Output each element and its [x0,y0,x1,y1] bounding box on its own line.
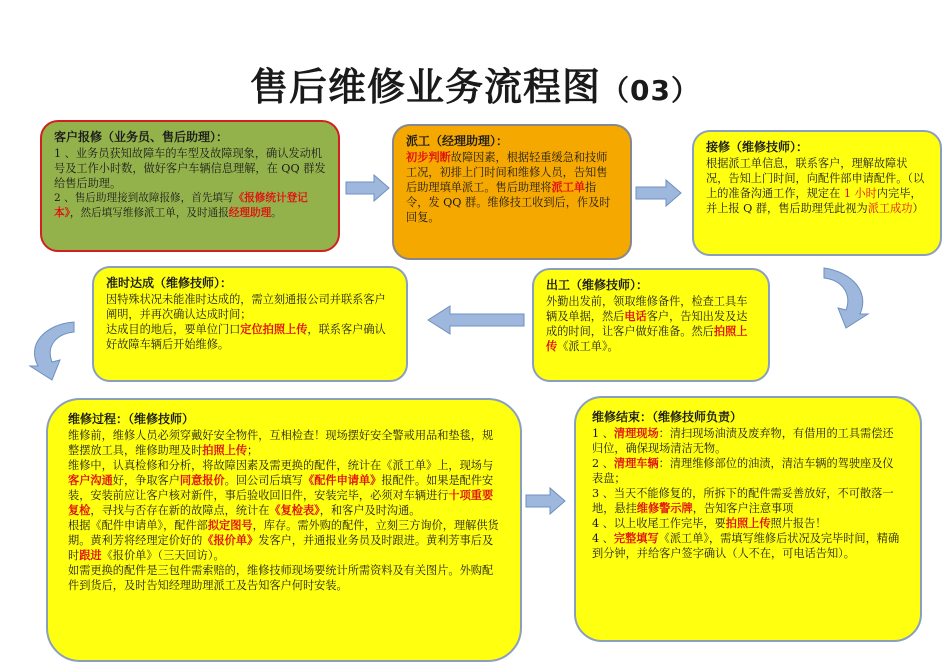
highlight-text: 定位拍照上传 [240,322,308,336]
step-heading: 维修结束：（维修技师负责） [592,410,743,424]
highlight-text: 电话 [624,309,647,323]
highlight-text: 客户沟通 [68,473,113,487]
highlight-text: 《报价单》 [202,533,259,547]
text: 《派工单》。 [557,340,619,353]
step-accept-repair [692,130,942,256]
step-line [592,426,904,456]
step-heading: 派工（经理助理）： [406,134,509,148]
text: ，联系客户确认好故障车辆后开始维修。 [106,323,386,351]
step-repair-complete [574,396,922,642]
highlight-text: 拍照上传 [546,324,748,353]
text: 《派工单》，需填写维修后状况及完毕时间，精确到分钟，并给客户签字确认（人不在，可电话告知）。 [592,532,900,560]
step-heading: 出工（维修技师）： [546,278,649,292]
step-line [592,516,904,531]
step-line [68,458,500,518]
text: ：清扫现场油渍及废弃物，有借用的工具需偿还归位，确保现场清洁无物。 [592,427,894,455]
text: 内完毕，并上报 Q 群，售后助理凭此视为 [706,187,922,215]
step-line [706,156,928,216]
text: 2 、 [592,457,614,470]
text: 客户，告知出发及达成的时间，让客户做好准备。然后 [546,310,748,338]
highlight-text: 清理现场 [613,426,659,440]
highlight-text: 维修警示牌 [636,501,693,515]
highlight-text: 经理助理 [228,207,272,219]
step-depart [532,268,770,382]
text: 达成目的地后，要单位门口 [106,323,241,336]
text: ，和客户及时沟通。 [319,504,421,517]
highlight-text: 《报修统计登记本》 [54,192,308,219]
text: ：清理维修部位的油渍，清洁车辆的驾驶座及仪表盘； [592,457,894,485]
step-on-time-arrival [92,266,408,382]
text: 照片报告！ [770,517,827,530]
text: 。 [271,207,282,219]
step-dispatch [392,124,632,260]
step-heading: 客户报修（业务员、售后助理）： [54,130,229,144]
step-line [106,322,394,352]
title-main: 售后维修业务流程图 [250,65,602,109]
step-line [68,428,500,458]
step-line [68,518,500,563]
highlight-text: 拍照上传 [202,443,248,457]
highlight-text: 派工单 [551,180,586,194]
text: ，告知客户注意事项 [692,502,794,515]
text: ，然后填写维修派工单，及时通报 [69,207,229,219]
text: 发客户，并通报业务员及时跟进。黄利芳事后及时 [68,534,494,562]
highlight-text: 拍照上传 [725,516,771,530]
highlight-text: 十项重要复检 [68,488,494,517]
title-sub: （03） [601,74,700,107]
text: 维修前，维修人员必须穿戴好安全物件，互相检查！现场摆好安全警戒用品和垫毯，规整摆放工具，维修助理及时 [68,429,494,457]
text: 根据《配件申请单》，配件部 [68,519,208,532]
step-line [406,150,618,225]
text: ，寻找与否存在新的故障点，统计在 [90,504,270,517]
text: 2 、售后助理接到故障报修，首先填写 [54,192,234,204]
highlight-text: 完整填写 [613,531,659,545]
highlight-text: 清理车辆 [613,456,659,470]
step-heading: 接修（维修技师）： [706,140,809,154]
step-heading: 准时达成（维修技师）： [106,276,233,290]
highlight-text: 《配件申请单》 [303,473,382,487]
highlight-text: 初步判断 [406,150,451,164]
highlight-text: 1 小时 [843,187,877,200]
text: 根据派工单信息，联系客户，理解故障状况，告知上门时间，向配件部申请配件。（以上的准备沟通工作，规定在 [706,157,925,200]
step-heading: 维修过程：（维修技师） [68,412,195,426]
arrow-left-icon [428,306,524,334]
arrow-right-icon [526,488,566,514]
text: ） [912,202,924,215]
text: 维修中，认真检修和分析，将故障因素及需更换的配件，统计在《派工单》上，现场与 [68,459,494,472]
text: 4 、以上收尾工作完毕，要 [592,517,726,530]
highlight-text: 拟定图号 [207,518,253,532]
curved-arrow-down-icon [26,318,76,380]
text: ； [247,444,259,457]
text: ，库存。需外购的配件，立刻三方询价，理解供货期。黄利芳将经理定价好的 [68,519,499,547]
step-customer-report [40,120,340,252]
highlight-text: 派工成功 [867,202,913,215]
step-line: 1 、业务员获知故障车的车型及故障现象，确认发动机号及工作小时数，做好客户车辆信息理解，在 QQ 群发给售后助理。 [54,147,326,190]
step-line [546,294,756,354]
text: 4 、 [592,532,614,545]
step-line: 因特殊状况未能准时达成的，需立刻通报公司并联系客户阐明，并再次确认达成时间； [106,293,386,321]
highlight-text: 同意报价 [179,473,225,487]
highlight-text: 跟进 [79,548,102,562]
step-line [592,486,904,516]
arrow-right-icon [636,180,682,206]
step-line [592,456,904,486]
step-line [592,531,904,561]
text: 1 、 [592,427,614,440]
text: 外勤出发前，领取维修备件，检查工具车辆及单据，然后 [546,295,748,323]
text: 指令，发 QQ 群。维修技工收到后，作及时回复。 [406,181,611,224]
text: 报配件。如果是配件安装，安装前应让客户核对新件，事后验收回旧件，安装完毕，必须对车辆进行 [68,474,494,502]
arrow-right-icon [346,175,390,201]
step-line [54,191,326,221]
step-repair-process [46,398,522,662]
highlight-text: 《复检表》 [269,503,320,517]
step-line: 如需更换的配件是三包件需索赔的，维修技师现场要统计所需资料及有关图片。外购配件到货后，及时告知经理助理派工及告知客户何时安装。 [68,564,494,592]
text: 故障因素，根据轻重缓急和技师工况，初排上门时间和维修人员，告知售后助理填单派工。售后助理将 [406,151,608,194]
text: 《报价单》（三天回访）。 [101,549,225,562]
text: 3 、当天不能修复的，所拆下的配件需妥善放好，不可散落一地，悬挂 [592,487,894,515]
curved-arrow-down-icon [822,266,870,328]
text: 。回公司后填写 [224,474,303,487]
text: 好，争取客户 [112,474,180,487]
page-title [0,56,950,111]
